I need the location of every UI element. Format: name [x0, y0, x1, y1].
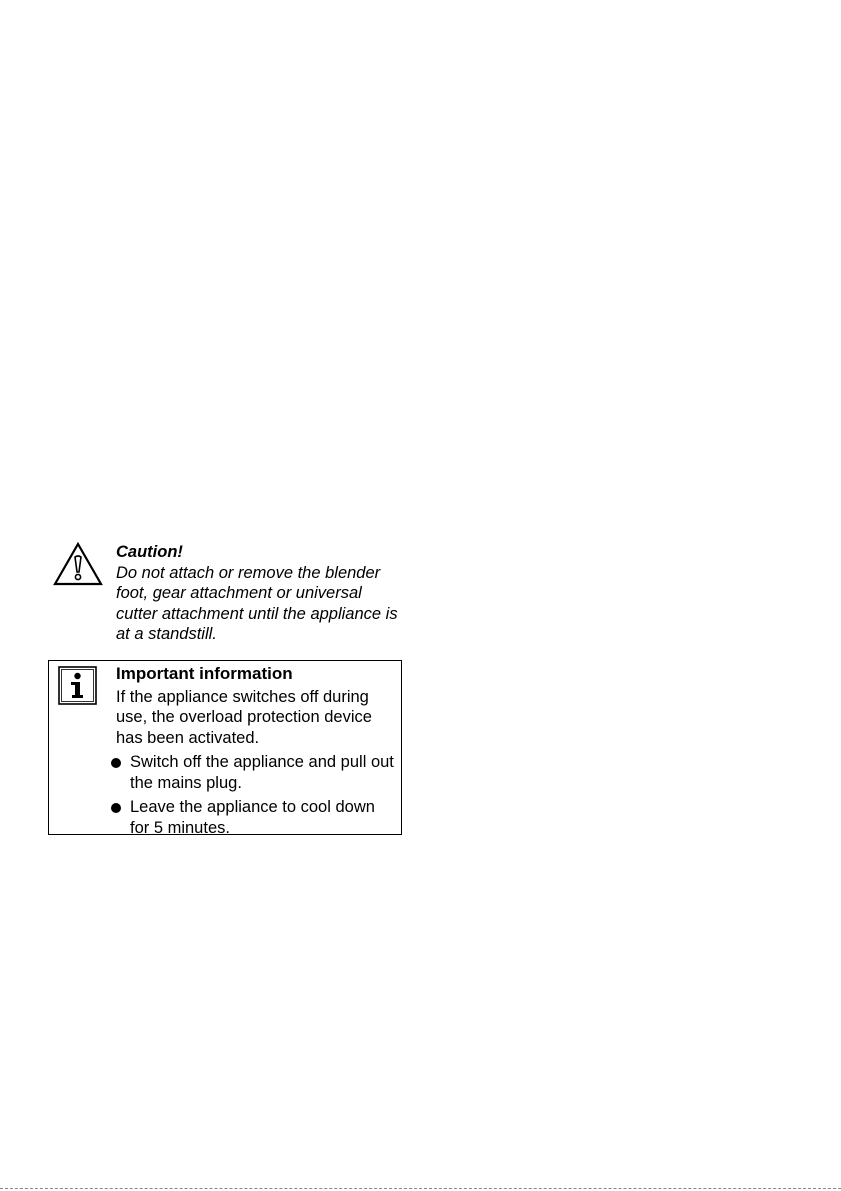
- instruction-text: Leave the appliance to cool down for 5 minutes.: [130, 798, 375, 837]
- instruction-item: [116, 752, 396, 793]
- important-information-body: If the appliance switches off during use, the overload protection device has been activated.: [116, 687, 372, 747]
- warning-triangle-icon: [53, 542, 103, 586]
- instruction-item: [116, 797, 396, 838]
- page-bottom-rule: [0, 1188, 841, 1189]
- caution-notice: [116, 542, 406, 645]
- bullet-icon: [111, 803, 121, 813]
- instruction-list: [116, 752, 396, 838]
- important-information-title: Important information: [116, 664, 293, 683]
- info-icon: [58, 666, 97, 705]
- caution-body: Do not attach or remove the blender foot, gear attachment or universal cutter attachment until the appliance is at a standstill.: [116, 563, 398, 643]
- bullet-icon: [111, 758, 121, 768]
- caution-title: Caution!: [116, 543, 183, 561]
- instruction-text: Switch off the appliance and pull out the mains plug.: [130, 753, 394, 792]
- important-information-content: [116, 664, 396, 842]
